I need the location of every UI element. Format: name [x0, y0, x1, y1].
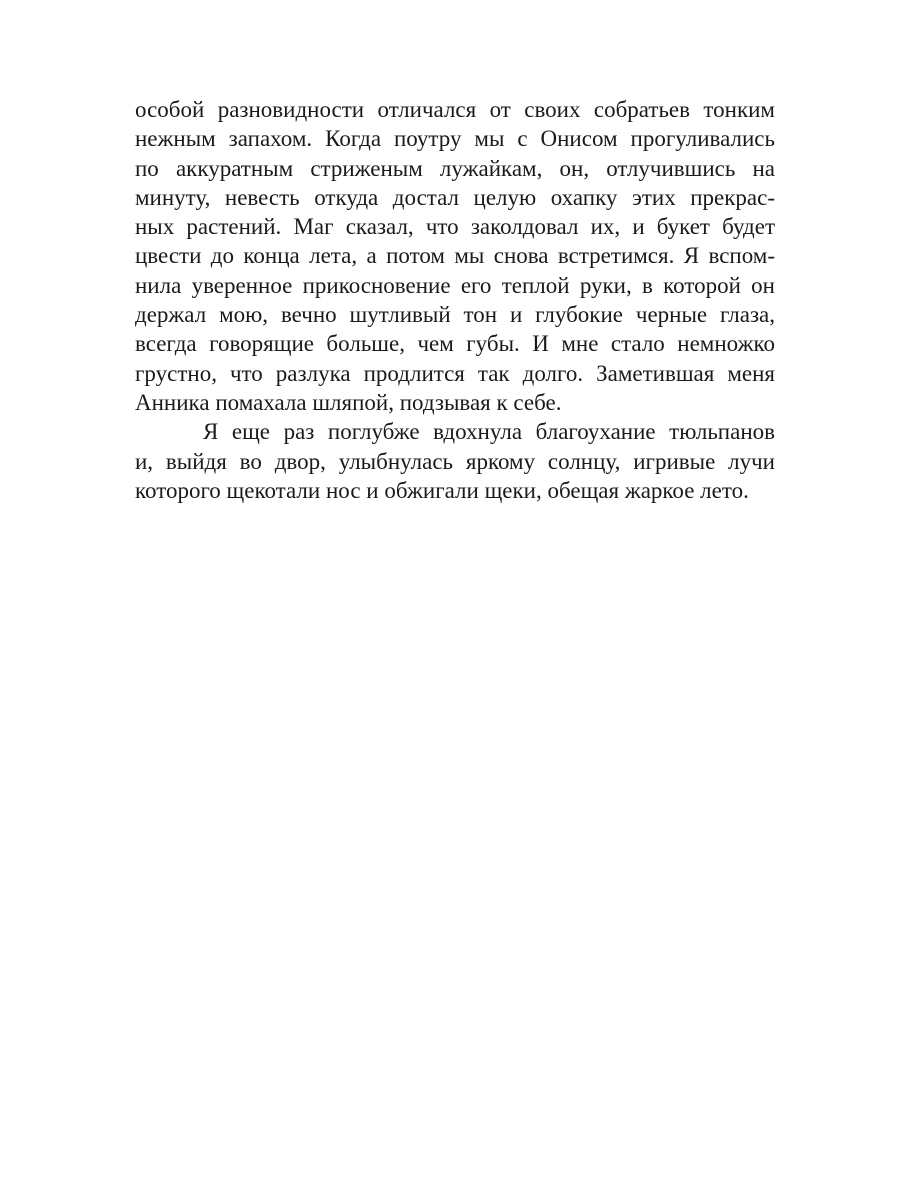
- text-line: держал мою, вечно шутливый тон и глубокие черные глаза,: [135, 302, 775, 328]
- text-line: всегда говорящие больше, чем губы. И мне стало немножко: [135, 331, 775, 357]
- text-line: Анника помахала шляпой, подзывая к себе.: [135, 389, 562, 415]
- paragraph-1: [135, 95, 775, 417]
- text-line: по аккуратным стриженым лужайкам, он, отлучившись на: [135, 155, 775, 181]
- paragraph-2: [135, 417, 775, 505]
- text-line: особой разновидности отличался от своих собратьев тонким: [135, 97, 775, 122]
- body-text: [135, 95, 775, 505]
- text-line: нежным запахом. Когда поутру мы с Онисом прогуливались: [135, 126, 775, 152]
- text-line: грустно, что разлука продлится так долго. Заметившая меня: [135, 360, 775, 386]
- text-line: Я еще раз поглубже вдохнула благоухание тюльпанов: [203, 419, 775, 445]
- text-line: нила уверенное прикосновение его теплой руки, в которой он: [135, 272, 775, 298]
- text-line: и, выйдя во двор, улыбнулась яркому солнцу, игривые лучи: [135, 448, 775, 474]
- text-line: минуту, невесть откуда достал целую охапку этих прекрас-: [135, 184, 775, 210]
- text-line: ных растений. Маг сказал, что заколдовал их, и букет будет: [135, 214, 775, 240]
- text-line: цвести до конца лета, а потом мы снова встретимся. Я вспом-: [135, 243, 775, 269]
- text-line: которого щекотали нос и обжигали щеки, обещая жаркое лето.: [135, 477, 749, 503]
